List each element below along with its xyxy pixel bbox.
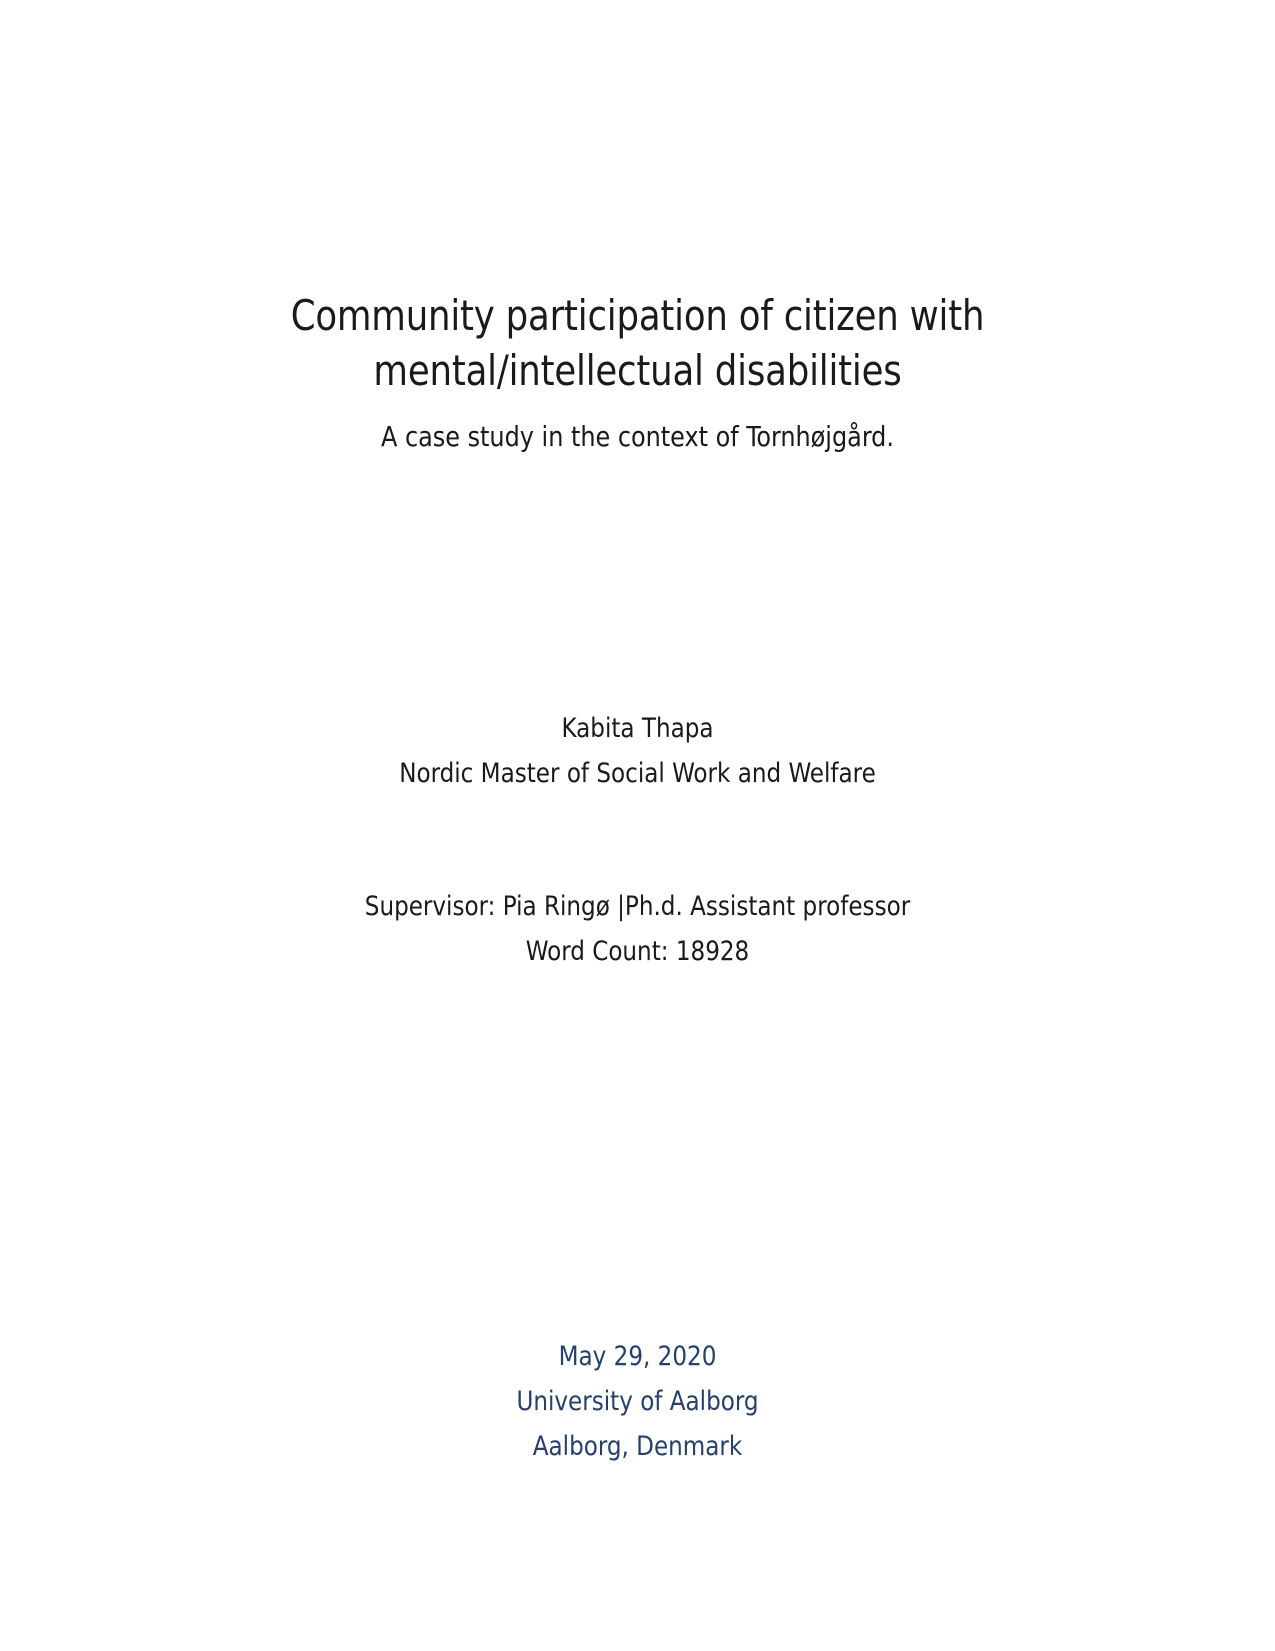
supervisor-block [155,884,1120,974]
page-title-line-1: Community participation of citizen with [290,291,985,340]
page-title [184,288,1091,398]
imprint-block [155,1334,1120,1469]
page-subtitle: A case study in the context of Tornhøjgård. [381,420,894,453]
author-program: Nordic Master of Social Work and Welfare [399,758,876,789]
supervisor-name: Supervisor: Pia Ringø |Ph.d. Assistant professor [364,891,911,922]
submission-date: May 29, 2020 [558,1341,717,1372]
institution-name: University of Aalborg [516,1386,759,1417]
title-block [155,288,1120,456]
author-block [155,706,1120,796]
page-title-line-2: mental/intellectual disabilities [373,346,902,395]
word-count: Word Count: 18928 [525,936,750,967]
institution-location: Aalborg, Denmark [532,1431,743,1462]
author-name: Kabita Thapa [561,713,714,744]
